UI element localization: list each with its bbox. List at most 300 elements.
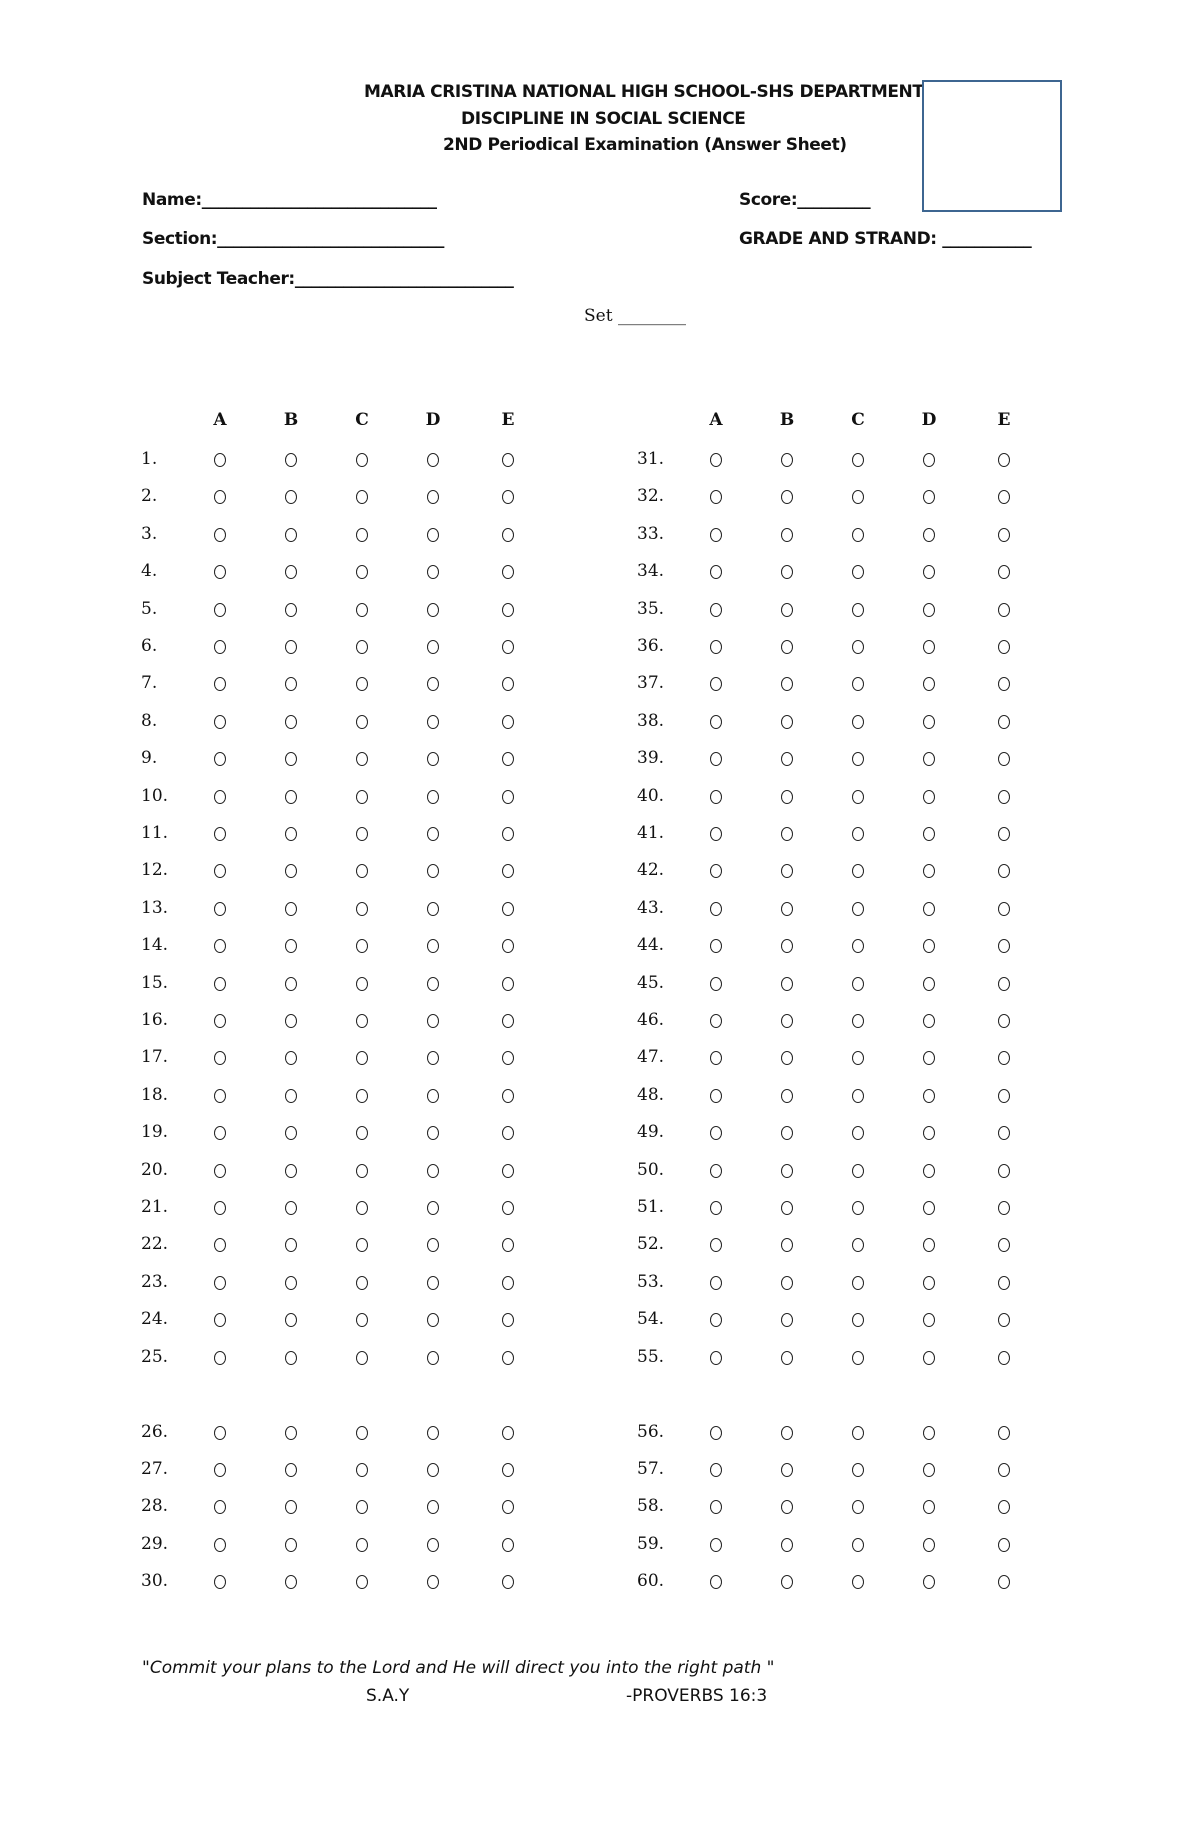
answer-bubble-c[interactable] bbox=[852, 790, 864, 804]
answer-bubble-b[interactable] bbox=[781, 1238, 793, 1252]
answer-bubble-a[interactable] bbox=[214, 528, 226, 542]
answer-bubble-b[interactable] bbox=[285, 827, 297, 841]
answer-bubble-d[interactable] bbox=[923, 752, 935, 766]
answer-bubble-e[interactable] bbox=[998, 939, 1010, 953]
answer-bubble-c[interactable] bbox=[852, 528, 864, 542]
answer-bubble-e[interactable] bbox=[502, 453, 514, 467]
answer-bubble-e[interactable] bbox=[502, 1426, 514, 1440]
answer-bubble-e[interactable] bbox=[998, 1051, 1010, 1065]
answer-bubble-c[interactable] bbox=[852, 1164, 864, 1178]
answer-bubble-b[interactable] bbox=[285, 715, 297, 729]
answer-bubble-d[interactable] bbox=[427, 977, 439, 991]
answer-bubble-d[interactable] bbox=[923, 490, 935, 504]
answer-bubble-a[interactable] bbox=[710, 715, 722, 729]
answer-bubble-b[interactable] bbox=[285, 1313, 297, 1327]
answer-bubble-e[interactable] bbox=[998, 790, 1010, 804]
answer-bubble-b[interactable] bbox=[285, 1201, 297, 1215]
answer-bubble-e[interactable] bbox=[998, 864, 1010, 878]
answer-bubble-c[interactable] bbox=[852, 1426, 864, 1440]
answer-bubble-d[interactable] bbox=[427, 790, 439, 804]
answer-bubble-c[interactable] bbox=[852, 1276, 864, 1290]
answer-bubble-a[interactable] bbox=[214, 453, 226, 467]
answer-bubble-c[interactable] bbox=[356, 640, 368, 654]
answer-bubble-a[interactable] bbox=[710, 752, 722, 766]
answer-bubble-d[interactable] bbox=[923, 1538, 935, 1552]
answer-bubble-a[interactable] bbox=[710, 1575, 722, 1589]
answer-bubble-a[interactable] bbox=[710, 1351, 722, 1365]
answer-bubble-e[interactable] bbox=[502, 565, 514, 579]
answer-bubble-a[interactable] bbox=[214, 1575, 226, 1589]
answer-bubble-c[interactable] bbox=[852, 1051, 864, 1065]
answer-bubble-c[interactable] bbox=[356, 1201, 368, 1215]
answer-bubble-e[interactable] bbox=[502, 1313, 514, 1327]
answer-bubble-d[interactable] bbox=[923, 715, 935, 729]
answer-bubble-b[interactable] bbox=[781, 1014, 793, 1028]
answer-bubble-c[interactable] bbox=[356, 1014, 368, 1028]
answer-bubble-a[interactable] bbox=[214, 1164, 226, 1178]
answer-bubble-b[interactable] bbox=[781, 1426, 793, 1440]
answer-bubble-e[interactable] bbox=[998, 715, 1010, 729]
answer-bubble-a[interactable] bbox=[214, 1089, 226, 1103]
answer-bubble-a[interactable] bbox=[214, 1500, 226, 1514]
answer-bubble-b[interactable] bbox=[285, 1164, 297, 1178]
answer-bubble-c[interactable] bbox=[356, 902, 368, 916]
answer-bubble-c[interactable] bbox=[852, 453, 864, 467]
answer-bubble-b[interactable] bbox=[285, 1538, 297, 1552]
answer-bubble-b[interactable] bbox=[781, 902, 793, 916]
answer-bubble-b[interactable] bbox=[285, 1014, 297, 1028]
answer-bubble-a[interactable] bbox=[710, 864, 722, 878]
answer-bubble-d[interactable] bbox=[923, 1500, 935, 1514]
answer-bubble-c[interactable] bbox=[852, 1313, 864, 1327]
answer-bubble-d[interactable] bbox=[427, 677, 439, 691]
answer-bubble-b[interactable] bbox=[285, 1051, 297, 1065]
answer-bubble-c[interactable] bbox=[852, 1538, 864, 1552]
answer-bubble-c[interactable] bbox=[852, 715, 864, 729]
answer-bubble-b[interactable] bbox=[781, 1575, 793, 1589]
answer-bubble-a[interactable] bbox=[710, 939, 722, 953]
answer-bubble-a[interactable] bbox=[214, 1276, 226, 1290]
answer-bubble-e[interactable] bbox=[502, 752, 514, 766]
answer-bubble-b[interactable] bbox=[781, 715, 793, 729]
answer-bubble-d[interactable] bbox=[923, 902, 935, 916]
answer-bubble-b[interactable] bbox=[285, 490, 297, 504]
answer-bubble-a[interactable] bbox=[710, 640, 722, 654]
answer-bubble-d[interactable] bbox=[923, 1575, 935, 1589]
answer-bubble-e[interactable] bbox=[998, 603, 1010, 617]
answer-bubble-e[interactable] bbox=[998, 1575, 1010, 1589]
answer-bubble-a[interactable] bbox=[214, 827, 226, 841]
answer-bubble-b[interactable] bbox=[781, 453, 793, 467]
answer-bubble-e[interactable] bbox=[502, 603, 514, 617]
answer-bubble-e[interactable] bbox=[998, 1276, 1010, 1290]
answer-bubble-e[interactable] bbox=[502, 1500, 514, 1514]
answer-bubble-c[interactable] bbox=[852, 1014, 864, 1028]
answer-bubble-a[interactable] bbox=[214, 864, 226, 878]
answer-bubble-e[interactable] bbox=[998, 1126, 1010, 1140]
answer-bubble-d[interactable] bbox=[427, 1500, 439, 1514]
answer-bubble-a[interactable] bbox=[214, 565, 226, 579]
answer-bubble-e[interactable] bbox=[998, 1538, 1010, 1552]
answer-bubble-e[interactable] bbox=[998, 528, 1010, 542]
answer-bubble-b[interactable] bbox=[285, 453, 297, 467]
answer-bubble-e[interactable] bbox=[502, 490, 514, 504]
answer-bubble-a[interactable] bbox=[710, 790, 722, 804]
answer-bubble-e[interactable] bbox=[502, 1164, 514, 1178]
answer-bubble-b[interactable] bbox=[781, 977, 793, 991]
answer-bubble-d[interactable] bbox=[427, 1014, 439, 1028]
answer-bubble-c[interactable] bbox=[356, 1426, 368, 1440]
answer-bubble-d[interactable] bbox=[923, 565, 935, 579]
answer-bubble-b[interactable] bbox=[781, 677, 793, 691]
answer-bubble-c[interactable] bbox=[852, 640, 864, 654]
answer-bubble-b[interactable] bbox=[781, 790, 793, 804]
answer-bubble-d[interactable] bbox=[923, 1126, 935, 1140]
answer-bubble-b[interactable] bbox=[781, 752, 793, 766]
answer-bubble-c[interactable] bbox=[356, 977, 368, 991]
answer-bubble-c[interactable] bbox=[852, 1575, 864, 1589]
answer-bubble-c[interactable] bbox=[852, 864, 864, 878]
answer-bubble-e[interactable] bbox=[502, 1201, 514, 1215]
answer-bubble-c[interactable] bbox=[356, 827, 368, 841]
answer-bubble-a[interactable] bbox=[214, 1463, 226, 1477]
answer-bubble-a[interactable] bbox=[214, 1351, 226, 1365]
answer-bubble-e[interactable] bbox=[502, 827, 514, 841]
answer-bubble-a[interactable] bbox=[710, 603, 722, 617]
answer-bubble-b[interactable] bbox=[781, 1351, 793, 1365]
answer-bubble-e[interactable] bbox=[998, 1201, 1010, 1215]
answer-bubble-d[interactable] bbox=[923, 1201, 935, 1215]
answer-bubble-d[interactable] bbox=[923, 1313, 935, 1327]
answer-bubble-b[interactable] bbox=[285, 1276, 297, 1290]
answer-bubble-e[interactable] bbox=[998, 977, 1010, 991]
answer-bubble-c[interactable] bbox=[852, 490, 864, 504]
answer-bubble-c[interactable] bbox=[852, 1500, 864, 1514]
answer-bubble-d[interactable] bbox=[427, 1575, 439, 1589]
answer-bubble-b[interactable] bbox=[781, 1089, 793, 1103]
answer-bubble-c[interactable] bbox=[356, 1575, 368, 1589]
answer-bubble-c[interactable] bbox=[852, 1201, 864, 1215]
answer-bubble-e[interactable] bbox=[502, 1126, 514, 1140]
answer-bubble-a[interactable] bbox=[214, 1126, 226, 1140]
answer-bubble-e[interactable] bbox=[502, 715, 514, 729]
answer-bubble-c[interactable] bbox=[356, 490, 368, 504]
answer-bubble-b[interactable] bbox=[285, 565, 297, 579]
answer-bubble-e[interactable] bbox=[502, 1051, 514, 1065]
answer-bubble-b[interactable] bbox=[781, 1126, 793, 1140]
answer-bubble-a[interactable] bbox=[214, 490, 226, 504]
answer-bubble-d[interactable] bbox=[427, 640, 439, 654]
answer-bubble-e[interactable] bbox=[998, 902, 1010, 916]
answer-bubble-d[interactable] bbox=[427, 1051, 439, 1065]
answer-bubble-a[interactable] bbox=[710, 1051, 722, 1065]
answer-bubble-a[interactable] bbox=[710, 528, 722, 542]
answer-bubble-d[interactable] bbox=[427, 1351, 439, 1365]
answer-bubble-a[interactable] bbox=[710, 827, 722, 841]
answer-bubble-d[interactable] bbox=[427, 1089, 439, 1103]
answer-bubble-e[interactable] bbox=[998, 1238, 1010, 1252]
answer-bubble-b[interactable] bbox=[285, 1500, 297, 1514]
answer-bubble-c[interactable] bbox=[852, 603, 864, 617]
answer-bubble-b[interactable] bbox=[285, 939, 297, 953]
answer-bubble-d[interactable] bbox=[923, 790, 935, 804]
answer-bubble-e[interactable] bbox=[998, 1351, 1010, 1365]
answer-bubble-e[interactable] bbox=[998, 453, 1010, 467]
answer-bubble-a[interactable] bbox=[710, 565, 722, 579]
answer-bubble-b[interactable] bbox=[285, 1426, 297, 1440]
answer-bubble-b[interactable] bbox=[285, 640, 297, 654]
answer-bubble-c[interactable] bbox=[356, 1126, 368, 1140]
answer-bubble-c[interactable] bbox=[356, 453, 368, 467]
answer-bubble-e[interactable] bbox=[998, 490, 1010, 504]
answer-bubble-d[interactable] bbox=[923, 1276, 935, 1290]
answer-bubble-d[interactable] bbox=[427, 827, 439, 841]
answer-bubble-b[interactable] bbox=[285, 603, 297, 617]
answer-bubble-a[interactable] bbox=[214, 790, 226, 804]
answer-bubble-a[interactable] bbox=[710, 677, 722, 691]
answer-bubble-c[interactable] bbox=[852, 939, 864, 953]
answer-bubble-a[interactable] bbox=[214, 1014, 226, 1028]
answer-bubble-e[interactable] bbox=[502, 1575, 514, 1589]
answer-bubble-c[interactable] bbox=[356, 1164, 368, 1178]
answer-bubble-c[interactable] bbox=[852, 1238, 864, 1252]
answer-bubble-b[interactable] bbox=[781, 864, 793, 878]
answer-bubble-e[interactable] bbox=[502, 977, 514, 991]
answer-bubble-a[interactable] bbox=[710, 1089, 722, 1103]
answer-bubble-b[interactable] bbox=[285, 752, 297, 766]
answer-bubble-e[interactable] bbox=[502, 1538, 514, 1552]
answer-bubble-e[interactable] bbox=[502, 1238, 514, 1252]
answer-bubble-c[interactable] bbox=[356, 1089, 368, 1103]
answer-bubble-b[interactable] bbox=[781, 1538, 793, 1552]
answer-bubble-c[interactable] bbox=[852, 902, 864, 916]
answer-bubble-c[interactable] bbox=[356, 939, 368, 953]
answer-bubble-e[interactable] bbox=[998, 1313, 1010, 1327]
answer-bubble-d[interactable] bbox=[923, 1089, 935, 1103]
answer-bubble-a[interactable] bbox=[214, 1313, 226, 1327]
answer-bubble-d[interactable] bbox=[427, 1238, 439, 1252]
answer-bubble-a[interactable] bbox=[710, 977, 722, 991]
answer-bubble-d[interactable] bbox=[923, 939, 935, 953]
answer-bubble-e[interactable] bbox=[998, 1426, 1010, 1440]
answer-bubble-c[interactable] bbox=[852, 752, 864, 766]
answer-bubble-a[interactable] bbox=[214, 752, 226, 766]
answer-bubble-e[interactable] bbox=[998, 827, 1010, 841]
answer-bubble-b[interactable] bbox=[285, 1463, 297, 1477]
answer-bubble-e[interactable] bbox=[998, 565, 1010, 579]
answer-bubble-c[interactable] bbox=[852, 1463, 864, 1477]
answer-bubble-c[interactable] bbox=[356, 1238, 368, 1252]
answer-bubble-a[interactable] bbox=[214, 939, 226, 953]
answer-bubble-d[interactable] bbox=[427, 1426, 439, 1440]
answer-bubble-e[interactable] bbox=[502, 677, 514, 691]
answer-bubble-b[interactable] bbox=[781, 490, 793, 504]
answer-bubble-d[interactable] bbox=[427, 528, 439, 542]
answer-bubble-c[interactable] bbox=[356, 1463, 368, 1477]
answer-bubble-d[interactable] bbox=[923, 1238, 935, 1252]
answer-bubble-c[interactable] bbox=[852, 1351, 864, 1365]
answer-bubble-d[interactable] bbox=[923, 977, 935, 991]
answer-bubble-c[interactable] bbox=[356, 528, 368, 542]
answer-bubble-b[interactable] bbox=[781, 1164, 793, 1178]
answer-bubble-a[interactable] bbox=[710, 490, 722, 504]
answer-bubble-a[interactable] bbox=[214, 902, 226, 916]
answer-bubble-c[interactable] bbox=[356, 715, 368, 729]
answer-bubble-a[interactable] bbox=[710, 902, 722, 916]
answer-bubble-a[interactable] bbox=[710, 453, 722, 467]
answer-bubble-d[interactable] bbox=[923, 827, 935, 841]
answer-bubble-b[interactable] bbox=[781, 1313, 793, 1327]
answer-bubble-a[interactable] bbox=[710, 1238, 722, 1252]
answer-bubble-d[interactable] bbox=[427, 902, 439, 916]
answer-bubble-a[interactable] bbox=[710, 1538, 722, 1552]
answer-bubble-d[interactable] bbox=[923, 528, 935, 542]
answer-bubble-a[interactable] bbox=[710, 1201, 722, 1215]
answer-bubble-d[interactable] bbox=[923, 640, 935, 654]
answer-bubble-e[interactable] bbox=[502, 1089, 514, 1103]
answer-bubble-e[interactable] bbox=[502, 864, 514, 878]
answer-bubble-a[interactable] bbox=[214, 977, 226, 991]
answer-bubble-c[interactable] bbox=[852, 977, 864, 991]
answer-bubble-e[interactable] bbox=[502, 1014, 514, 1028]
answer-bubble-e[interactable] bbox=[502, 640, 514, 654]
answer-bubble-d[interactable] bbox=[427, 715, 439, 729]
answer-bubble-c[interactable] bbox=[356, 603, 368, 617]
answer-bubble-e[interactable] bbox=[998, 752, 1010, 766]
answer-bubble-d[interactable] bbox=[427, 1313, 439, 1327]
answer-bubble-b[interactable] bbox=[781, 1500, 793, 1514]
answer-bubble-a[interactable] bbox=[710, 1313, 722, 1327]
answer-bubble-b[interactable] bbox=[285, 1126, 297, 1140]
answer-bubble-d[interactable] bbox=[923, 1164, 935, 1178]
answer-bubble-a[interactable] bbox=[214, 640, 226, 654]
answer-bubble-b[interactable] bbox=[285, 528, 297, 542]
answer-bubble-d[interactable] bbox=[427, 1201, 439, 1215]
answer-bubble-c[interactable] bbox=[356, 1538, 368, 1552]
answer-bubble-b[interactable] bbox=[285, 977, 297, 991]
answer-bubble-c[interactable] bbox=[852, 827, 864, 841]
answer-bubble-d[interactable] bbox=[923, 1426, 935, 1440]
answer-bubble-a[interactable] bbox=[710, 1014, 722, 1028]
answer-bubble-e[interactable] bbox=[502, 939, 514, 953]
answer-bubble-e[interactable] bbox=[998, 1014, 1010, 1028]
answer-bubble-d[interactable] bbox=[427, 864, 439, 878]
answer-bubble-b[interactable] bbox=[285, 1351, 297, 1365]
answer-bubble-a[interactable] bbox=[214, 1538, 226, 1552]
answer-bubble-e[interactable] bbox=[502, 790, 514, 804]
answer-bubble-d[interactable] bbox=[923, 864, 935, 878]
answer-bubble-a[interactable] bbox=[710, 1126, 722, 1140]
answer-bubble-a[interactable] bbox=[214, 677, 226, 691]
answer-bubble-d[interactable] bbox=[427, 490, 439, 504]
answer-bubble-d[interactable] bbox=[427, 939, 439, 953]
answer-bubble-d[interactable] bbox=[427, 752, 439, 766]
answer-bubble-e[interactable] bbox=[502, 902, 514, 916]
answer-bubble-c[interactable] bbox=[356, 565, 368, 579]
answer-bubble-b[interactable] bbox=[781, 1463, 793, 1477]
answer-bubble-d[interactable] bbox=[923, 1051, 935, 1065]
answer-bubble-c[interactable] bbox=[356, 1276, 368, 1290]
answer-bubble-c[interactable] bbox=[852, 1089, 864, 1103]
answer-bubble-b[interactable] bbox=[781, 640, 793, 654]
answer-bubble-e[interactable] bbox=[502, 528, 514, 542]
answer-bubble-d[interactable] bbox=[427, 1463, 439, 1477]
answer-bubble-e[interactable] bbox=[998, 1463, 1010, 1477]
answer-bubble-a[interactable] bbox=[710, 1426, 722, 1440]
answer-bubble-b[interactable] bbox=[285, 790, 297, 804]
answer-bubble-c[interactable] bbox=[356, 1313, 368, 1327]
answer-bubble-d[interactable] bbox=[923, 453, 935, 467]
answer-bubble-e[interactable] bbox=[502, 1276, 514, 1290]
answer-bubble-b[interactable] bbox=[285, 1238, 297, 1252]
answer-bubble-a[interactable] bbox=[214, 1201, 226, 1215]
answer-bubble-e[interactable] bbox=[998, 677, 1010, 691]
answer-bubble-e[interactable] bbox=[502, 1351, 514, 1365]
answer-bubble-c[interactable] bbox=[852, 565, 864, 579]
answer-bubble-a[interactable] bbox=[214, 1426, 226, 1440]
answer-bubble-c[interactable] bbox=[356, 864, 368, 878]
answer-bubble-e[interactable] bbox=[998, 640, 1010, 654]
answer-bubble-d[interactable] bbox=[427, 565, 439, 579]
answer-bubble-c[interactable] bbox=[852, 677, 864, 691]
answer-bubble-e[interactable] bbox=[998, 1500, 1010, 1514]
answer-bubble-c[interactable] bbox=[356, 752, 368, 766]
answer-bubble-a[interactable] bbox=[710, 1463, 722, 1477]
answer-bubble-d[interactable] bbox=[923, 677, 935, 691]
answer-bubble-c[interactable] bbox=[852, 1126, 864, 1140]
answer-bubble-e[interactable] bbox=[998, 1164, 1010, 1178]
answer-bubble-b[interactable] bbox=[781, 1276, 793, 1290]
answer-bubble-d[interactable] bbox=[923, 1014, 935, 1028]
answer-bubble-b[interactable] bbox=[781, 603, 793, 617]
answer-bubble-b[interactable] bbox=[781, 827, 793, 841]
answer-bubble-a[interactable] bbox=[214, 715, 226, 729]
answer-bubble-d[interactable] bbox=[427, 1126, 439, 1140]
answer-bubble-b[interactable] bbox=[781, 528, 793, 542]
answer-bubble-a[interactable] bbox=[214, 603, 226, 617]
answer-bubble-a[interactable] bbox=[710, 1276, 722, 1290]
answer-bubble-a[interactable] bbox=[710, 1164, 722, 1178]
answer-bubble-b[interactable] bbox=[781, 1051, 793, 1065]
answer-bubble-a[interactable] bbox=[214, 1238, 226, 1252]
answer-bubble-c[interactable] bbox=[356, 1051, 368, 1065]
answer-bubble-d[interactable] bbox=[427, 453, 439, 467]
answer-bubble-b[interactable] bbox=[285, 677, 297, 691]
answer-bubble-c[interactable] bbox=[356, 1351, 368, 1365]
answer-bubble-d[interactable] bbox=[427, 603, 439, 617]
answer-bubble-b[interactable] bbox=[781, 1201, 793, 1215]
answer-bubble-c[interactable] bbox=[356, 677, 368, 691]
answer-bubble-e[interactable] bbox=[998, 1089, 1010, 1103]
answer-bubble-d[interactable] bbox=[427, 1276, 439, 1290]
answer-bubble-d[interactable] bbox=[427, 1164, 439, 1178]
answer-bubble-d[interactable] bbox=[427, 1538, 439, 1552]
answer-bubble-d[interactable] bbox=[923, 603, 935, 617]
answer-bubble-d[interactable] bbox=[923, 1463, 935, 1477]
answer-bubble-a[interactable] bbox=[214, 1051, 226, 1065]
answer-bubble-c[interactable] bbox=[356, 1500, 368, 1514]
answer-bubble-d[interactable] bbox=[923, 1351, 935, 1365]
answer-bubble-a[interactable] bbox=[710, 1500, 722, 1514]
answer-bubble-e[interactable] bbox=[502, 1463, 514, 1477]
answer-bubble-b[interactable] bbox=[285, 1089, 297, 1103]
answer-bubble-c[interactable] bbox=[356, 790, 368, 804]
answer-bubble-b[interactable] bbox=[285, 902, 297, 916]
answer-bubble-b[interactable] bbox=[285, 864, 297, 878]
answer-bubble-b[interactable] bbox=[781, 565, 793, 579]
answer-bubble-b[interactable] bbox=[781, 939, 793, 953]
answer-bubble-b[interactable] bbox=[285, 1575, 297, 1589]
